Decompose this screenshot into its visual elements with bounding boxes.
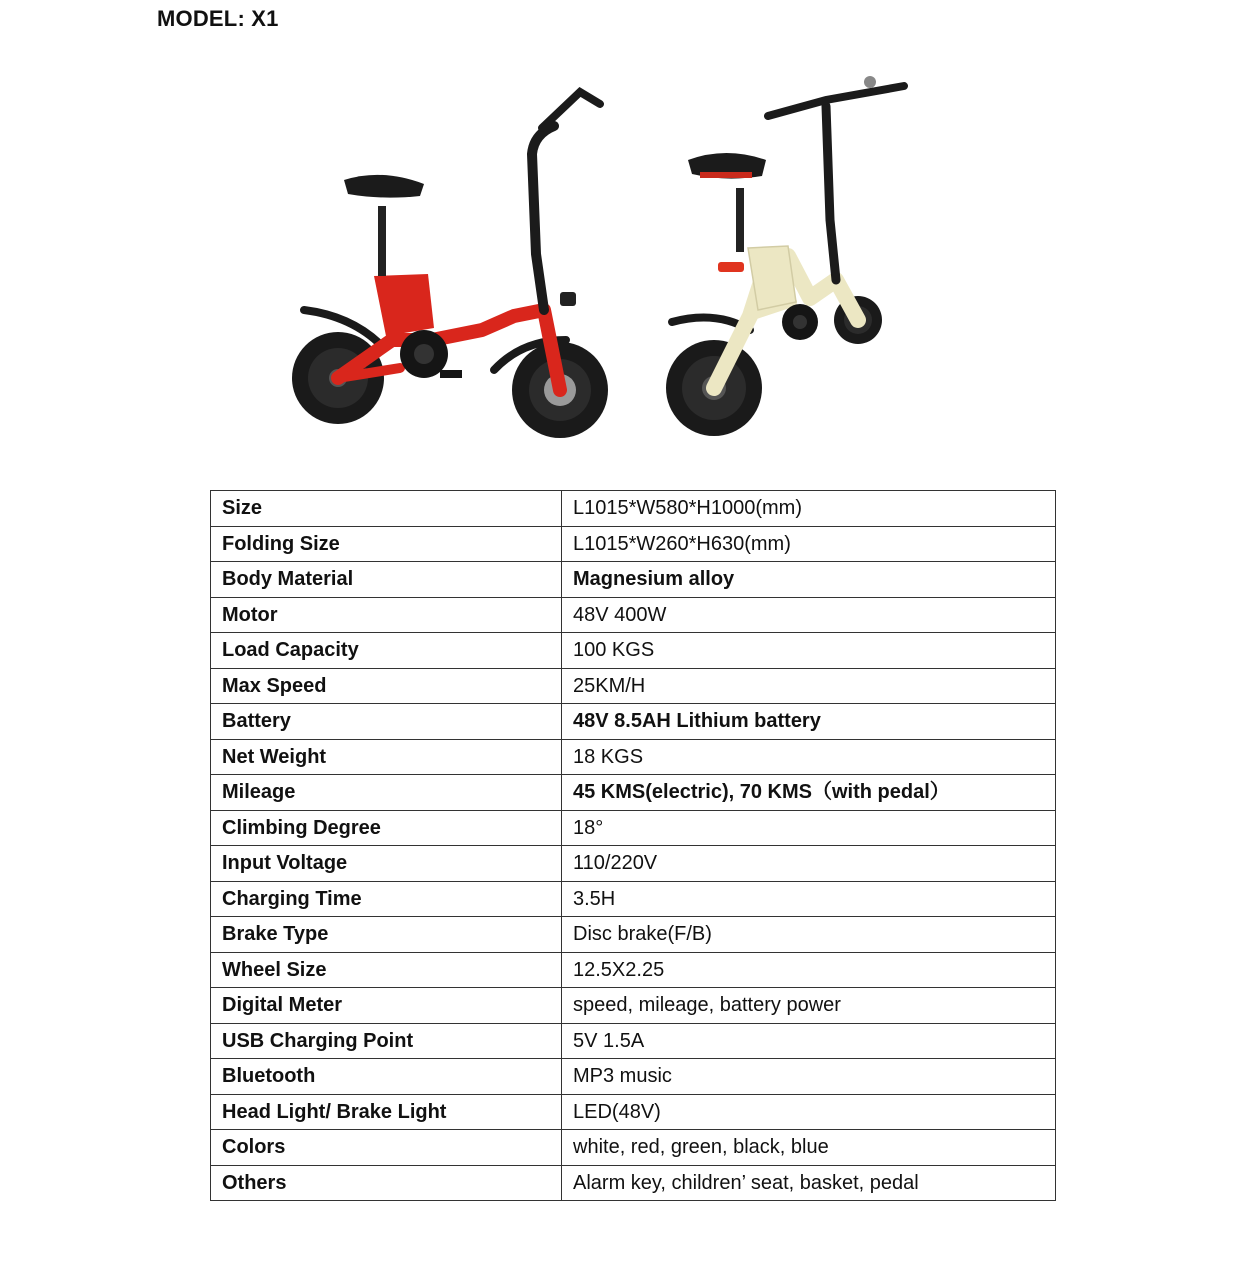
table-row	[211, 526, 1056, 562]
table-row	[211, 810, 1056, 846]
table-row	[211, 1130, 1056, 1166]
table-row	[211, 952, 1056, 988]
spec-label: Body Material	[211, 562, 562, 598]
table-row	[211, 775, 1056, 811]
spec-value: LED(48V)	[562, 1094, 1056, 1130]
spec-label: Head Light/ Brake Light	[211, 1094, 562, 1130]
red-folding-ebike-photo	[282, 78, 622, 448]
spec-value: 25KM/H	[562, 668, 1056, 704]
spec-label: Climbing Degree	[211, 810, 562, 846]
spec-label: Mileage	[211, 775, 562, 811]
spec-value: 100 KGS	[562, 633, 1056, 669]
spec-table	[210, 490, 1056, 1201]
spec-label: Wheel Size	[211, 952, 562, 988]
table-row	[211, 1094, 1056, 1130]
table-row	[211, 491, 1056, 527]
spec-value: speed, mileage, battery power	[562, 988, 1056, 1024]
spec-label: Bluetooth	[211, 1059, 562, 1095]
cream-folding-ebike-photo	[660, 70, 910, 450]
page-title: MODEL: X1	[157, 6, 279, 31]
spec-value: 3.5H	[562, 881, 1056, 917]
spec-value: 45 KMS(electric), 70 KMS（with pedal）	[562, 775, 1056, 811]
spec-label: Motor	[211, 597, 562, 633]
spec-value: L1015*W260*H630(mm)	[562, 526, 1056, 562]
spec-value: 18°	[562, 810, 1056, 846]
spec-label: Others	[211, 1165, 562, 1201]
spec-value: Alarm key, children’ seat, basket, pedal	[562, 1165, 1056, 1201]
spec-table-body	[211, 491, 1056, 1201]
spec-label: Input Voltage	[211, 846, 562, 882]
spec-value: Magnesium alloy	[562, 562, 1056, 598]
spec-label: Brake Type	[211, 917, 562, 953]
spec-value: 110/220V	[562, 846, 1056, 882]
spec-label: Net Weight	[211, 739, 562, 775]
table-row	[211, 1023, 1056, 1059]
spec-value: L1015*W580*H1000(mm)	[562, 491, 1056, 527]
spec-label: Max Speed	[211, 668, 562, 704]
spec-value: 48V 400W	[562, 597, 1056, 633]
spec-label: Digital Meter	[211, 988, 562, 1024]
spec-label: Folding Size	[211, 526, 562, 562]
spec-value: 48V 8.5AH Lithium battery	[562, 704, 1056, 740]
spec-value: white, red, green, black, blue	[562, 1130, 1056, 1166]
spec-value: 12.5X2.25	[562, 952, 1056, 988]
table-row	[211, 917, 1056, 953]
spec-label: Charging Time	[211, 881, 562, 917]
table-row	[211, 1165, 1056, 1201]
table-row	[211, 846, 1056, 882]
table-row	[211, 1059, 1056, 1095]
table-row	[211, 881, 1056, 917]
spec-value: MP3 music	[562, 1059, 1056, 1095]
table-row	[211, 633, 1056, 669]
spec-label: Load Capacity	[211, 633, 562, 669]
spec-value: 18 KGS	[562, 739, 1056, 775]
spec-label: USB Charging Point	[211, 1023, 562, 1059]
spec-value: Disc brake(F/B)	[562, 917, 1056, 953]
table-row	[211, 739, 1056, 775]
spec-label: Colors	[211, 1130, 562, 1166]
table-row	[211, 562, 1056, 598]
spec-value: 5V 1.5A	[562, 1023, 1056, 1059]
table-row	[211, 668, 1056, 704]
spec-label: Battery	[211, 704, 562, 740]
table-row	[211, 704, 1056, 740]
table-row	[211, 597, 1056, 633]
spec-label: Size	[211, 491, 562, 527]
table-row	[211, 988, 1056, 1024]
